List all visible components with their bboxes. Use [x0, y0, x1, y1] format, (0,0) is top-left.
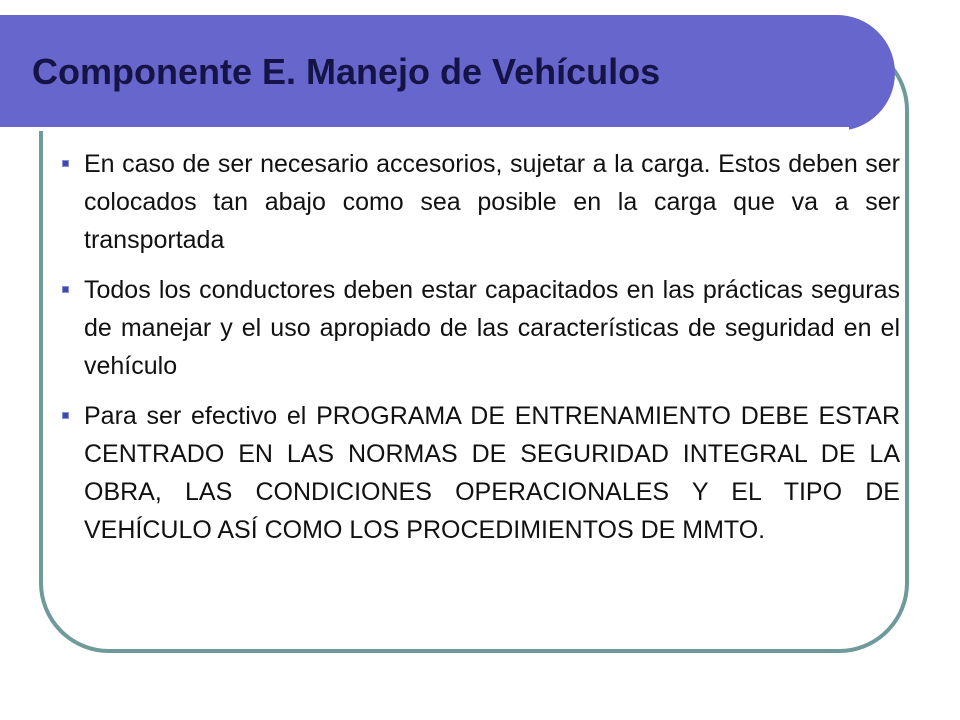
square-bullet-icon [62, 160, 69, 167]
bullet-text: Todos los conductores deben estar capacitados en las prácticas seguras de manejar y el uso apropiado de las características de seguridad en el vehículo [84, 276, 900, 380]
bullet-item [62, 145, 900, 259]
bullet-item [62, 397, 900, 549]
square-bullet-icon [62, 412, 69, 419]
square-bullet-icon [62, 286, 69, 293]
slide-title: Componente E. Manejo de Vehículos [32, 51, 661, 92]
bullet-item [62, 271, 900, 385]
bullet-text: Para ser efectivo el PROGRAMA DE ENTRENAMIENTO DEBE ESTAR CENTRADO EN LAS NORMAS DE SEGURIDAD INTEGRAL DE LA OBRA, LAS CONDICIONES OPERACIONALES Y EL TIPO DE VEHÍCULO ASÍ COMO LOS PROCEDIMIENTOS DE MMTO. [84, 402, 900, 544]
bullet-text: En caso de ser necesario accesorios, sujetar a la carga. Estos deben ser colocados tan abajo como sea posible en la carga que va a ser transportada [84, 150, 900, 254]
title-underline [0, 127, 849, 131]
bullet-list [62, 145, 900, 561]
